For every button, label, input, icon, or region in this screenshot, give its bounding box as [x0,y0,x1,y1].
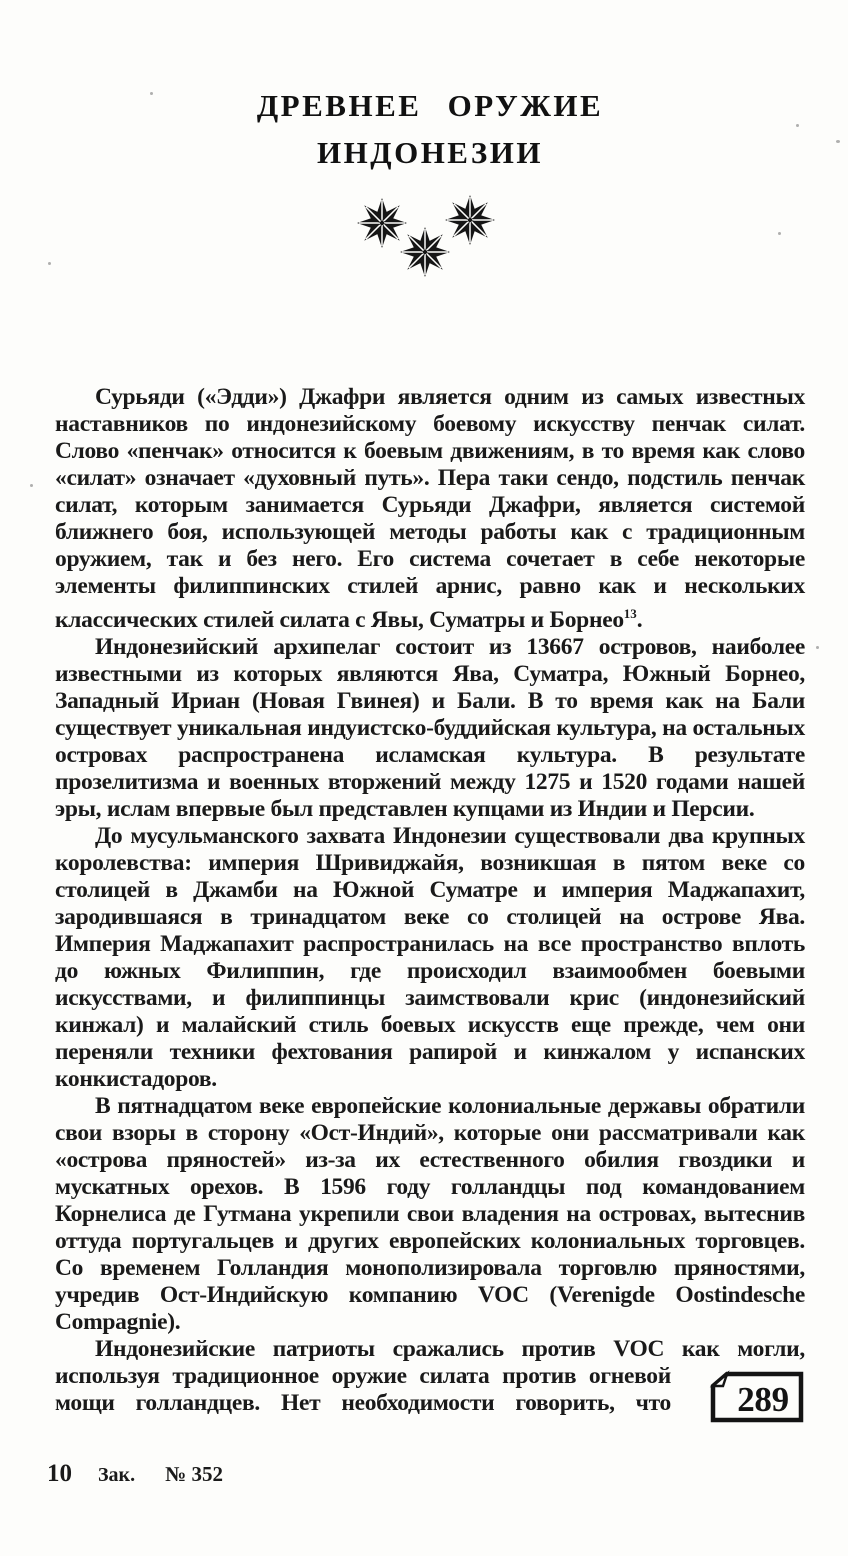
scan-speck [836,140,840,143]
paragraph-1 [55,384,805,634]
page-title-line1: ДРЕВНЕЕ ОРУЖИЕ [256,88,604,123]
scan-speck [816,646,819,649]
paragraph-4: В пятнадцатом веке европейские колониальные державы обратили свои взоры в сторону «Ост-Индий», которые они рассматривали как «острова пряностей» из-за их естественного обилия гвоздики и мускатных орехов. В 1596 году голландцы под командованием Корнелиса де Гутмана укрепили свои владения на островах, вытеснив оттуда португальцев и других европейских колониальных торговцев. Со временем Голландия монополизировала торговлю пряностями, учредив Ост-Индийскую компанию VOC (Verenigde Oostindesche Compagnie). [55,1092,805,1335]
scan-speck [150,92,153,95]
folded-corner-frame-icon [709,1370,805,1424]
footer-sheet-number: 10 [47,1460,72,1487]
footnote-marker: 13 [623,606,637,621]
scan-speck [778,232,781,235]
scan-speck [48,262,51,265]
paragraph-5-rest: используя традиционное оружие силата против огневой мощи голландцев. Нет необходимости говорить, что [55,1362,671,1416]
footer-order-number: № 352 [165,1462,223,1486]
footer-zak-label: Зак. [98,1464,136,1486]
paragraph-3: До мусульманского захвата Индонезии существовали два крупных королевства: империя Шривиджайя, возникшая в пятом веке со столицей в Джамби на Южной Суматре и империя Маджапахит, зародившаяся в тринадцатом веке со столицей на острове Ява. Империя Маджапахит распространилась на все пространство вплоть до южных Филиппин, где происходил взаимообмен боевыми искусствами, и филиппинцы заимствовали крис (индонезийский кинжал) и малайский стиль боевых искусств еще прежде, чем они переняли техники фехтования рапирой и кинжалом у испанских конкистадоров. [55,822,805,1092]
paragraph-5 [55,1336,805,1424]
eight-pointed-star-icon [399,226,451,278]
page-title-line2: ИНДОНЕЗИИ [317,135,543,170]
page-number-box [709,1370,805,1424]
paragraph-1-end: . [636,606,643,633]
footer-print-note [47,1460,223,1488]
page-title [55,82,805,176]
scan-speck [796,124,799,127]
page-number: 289 [737,1379,789,1419]
paragraph-1-text: Сурьяди («Эдди») Джафри является одним из самых известных наставников по индонезийскому боевому искусству пенчак силат. Слово «пенчак» относится к боевым движениям, в то время как слово «силат» означает «духовный путь». Пера таки сендо, подстиль пенчак силат, которым занимается Сурьяди Джафри, является системой ближнего боя, использующей методы работы как с традиционным оружием, так и без него. Его система сочетает в себе некоторые элементы филиппинских стилей арнис, равно как и нескольких классических стилей силата с Явы, Суматры и Борнео [55,384,805,633]
scan-speck [30,484,33,487]
paragraph-5-line1: Индонезийские патриоты сражались против VOC как могли, [95,1335,805,1362]
eight-pointed-star-icon [444,194,496,246]
body-text [55,384,805,1424]
paragraph-2: Индонезийский архипелаг состоит из 13667 островов, наиболее известными из которых являются Ява, Суматра, Южный Борнео, Западный Ириан (Новая Гвинея) и Бали. В то время как на Бали существует уникальная индуистско-буддийская культура, на остальных островах распространена исламская культура. В результате прозелитизма и военных вторжений между 1275 и 1520 годами нашей эры, ислам впервые был представлен купцами из Индии и Персии. [55,633,805,822]
